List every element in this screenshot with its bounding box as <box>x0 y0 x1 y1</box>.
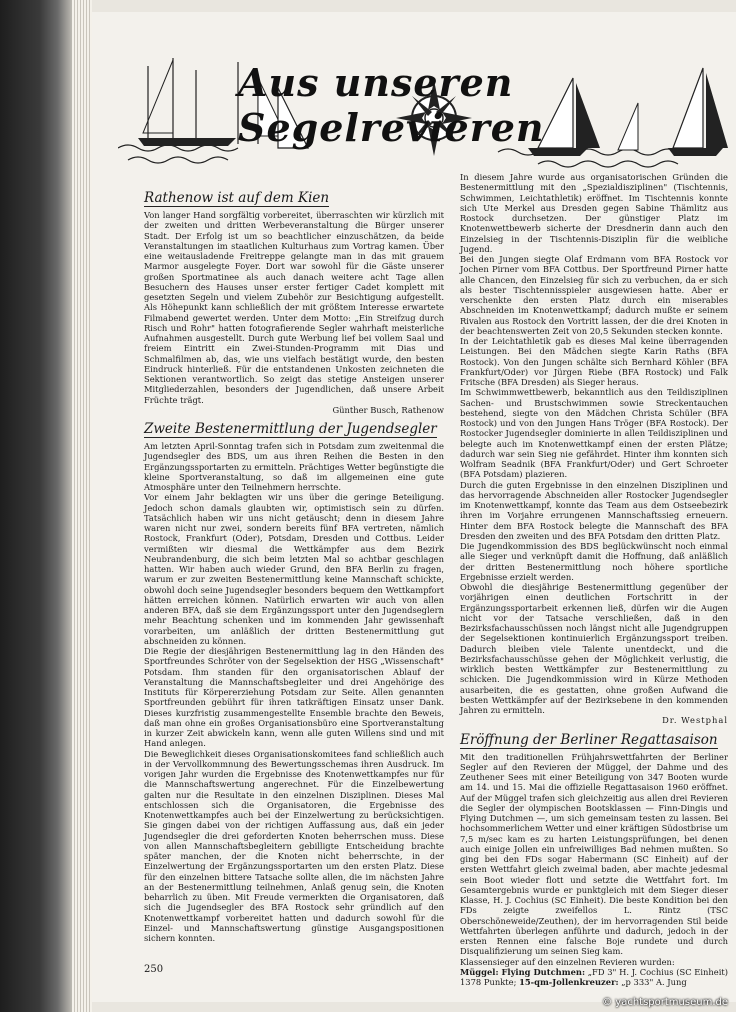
article-title-text: Eröffnung der Berliner Regattasaison <box>460 731 718 748</box>
article-paragraph: Bei den Jungen siegte Olaf Erdmann vom BFA Rostock vor Jochen Pirner vom BFA Cottbus. Der Sportfreund Pirner hatte alle Chancen, den Einzelsieg für sich zu verbuchen, da er sich als bester Tischtennisspieler ausgewiesen hatte. Aber er verschenkte den ersten Platz durch ein miserables Abschneiden im Knotenwettkampf; dadurch mußte er seinem Rivalen aus Rostock den Vortritt lassen, der die drei Knoten in der beachtenswerten Zeit von 20,5 Sekunden stecken konnte. <box>460 254 728 336</box>
right-column <box>460 172 728 987</box>
winners-lead-2: 15-qm-Jollenkreuzer: <box>519 977 619 987</box>
winners-text: „FD 3" H. J. Cochius (SC Einheit) 1378 Punkte; <box>460 966 728 987</box>
article-signature: Günther Busch, Rathenow <box>332 404 444 415</box>
article-paragraph: Die Regie der diesjährigen Bestenermittlung lag in den Händen des Sportfreundes Schröter von der Segelsektion der HSG „Wissenschaft" Potsdam. Ihm standen für den organisatorischen Ablauf der Veranstaltung die Mannschaftsbegleiter und drei Angehörige des Instituts für Körpererziehung Potsdam zur Seite. Allen genannten Sportfreunden gebührt für ihren tatkräftigen Einsatz unser Dank. Dieses kurzfristig zusammengestellte Ensemble brachte den Beweis, daß man ohne ein großes Organisationsbüro eine Sportveranstaltung in kurzer Zeit abwickeln kann, wenn alle guten Willens sind und mit Hand anlegen. <box>144 646 444 749</box>
article-paragraph: Mit den traditionellen Frühjahrswettfahrten der Berliner Segler auf den Revieren der Müggel, der Dahme und des Zeuthener Sees mit einer Beteiligung von 347 Booten wurde am 14. und 15. Mai die offizielle Regattasaison 1960 eröffnet. Auf der Müggel trafen sich gleichzeitig aus allen drei Revieren die Segler der olympischen Bootsklassen — Finn-Dingis und Flying Dutchmen —, um sich gemeinsam testen zu lassen. Bei hochsommerlichem Wetter und einer kräftigen Südostbrise um 7,5 m/sec kam es zu harten Leistungsprüfungen, bei denen auch einige Jollen ein unfreiwilliges Bad nehmen mußten. So ging bei den FDs sogar Habermann (SC Einheit) auf der ersten Wettfahrt gleich zweimal baden, aber machte jedesmal sein Boot wieder flott und setzte die Wettfahrt fort. Im Gesamtergebnis wurde er punktgleich mit dem Sieger dieser Klasse, H. J. Cochius (SC Einheit). Die beste Kondition bei den FDs zeigte zweifellos L. Rintz (TSC Oberschöneweide/Zeuthen), der im hervorragenden Stil beide Wettfahrten überlegen anführte und dadurch, jedoch in der ersten Rennen eine falsche Boje rundete und durch Disqualifizierung um seinen Sieg kam. <box>460 751 728 957</box>
winners-lead: Müggel: Flying Dutchmen: <box>460 966 586 977</box>
article-paragraph: In der Leichtathletik gab es dieses Mal keine überragenden Leistungen. Bei den Mädchen siegte Karin Raths (BFA Rostock). Von den Jungen schälte sich Bernhard Köhler (BFA Frankfurt/Oder) vor Jürgen Riebe (BFA Rostock) und Falk Fritsche (BFA Dresden) als Sieger heraus. <box>460 336 728 387</box>
article-paragraph: Die Jugendkommission des BDS beglückwünscht noch einmal alle Sieger und verknüpft damit die Hoffnung, daß anläßlich der dritten Bestenermittlung noch höhere sportliche Ergebnisse erzielt werden. <box>460 541 728 582</box>
article-paragraph: In diesem Jahre wurde aus organisatorischen Gründen die Bestenermittlung mit den „Spezialdisziplinen" (Tischtennis, Schwimmen, Leichtathletik) eröffnet. Im Tischtennis konnte sich Ute Merkel aus Dresden gegen Sabine Thämlitz aus Rostock durchsetzen. Der günstiger Platz im Knotenwettbewerb sicherte der Dresdnerin dann auch den Einzelsieg in der Tischtennis-Disziplin für die weibliche Jugend. <box>460 172 728 254</box>
article-title <box>460 732 728 748</box>
article-paragraph: Die Beweglichkeit dieses Organisationskomitees fand schließlich auch in der Vervollkommnung des Bewertungsschemas ihren Ausdruck. Im vorigen Jahr wurden die Ergebnisse des Knotenwettkampfes nur für die Mannschaftswertung angerechnet. Für die Einzelbewertung galten nur die Resultate in den einzelnen Disziplinen. Dieses Mal entschlossen sich die Organisatoren, die Ergebnisse des Knotenwettkampfes auch bei der Einzelwertung zu berücksichtigen. Sie gingen dabei von der richtigen Auffassung aus, daß ein jeder Jugendsegler die drei geforderten Knoten beherrschen muss. Diese von allen Mannschaftsbegleitern gebilligte Entscheidung brachte später manchen, der die Knoten nicht beherrschte, in der Einzelwertung der Ergänzungssportarten um den ersten Platz. Diese für den einzelnen bittere Tatsache sollte allen, die im nächsten Jahre an der Bestenermittlung teilnehmen, Anlaß genug sein, die Knoten beharrlich zu üben. Mit Freude vermerkten die Organisatoren, daß sich die Jugendsegler des BFA Rostock sehr gründlich auf den Knotenwettkampf vorbereitet hatten und dadurch sowohl für die Einzel- und Mannschaftswertung günstige Ausgangspositionen sichern konnten. <box>144 748 444 943</box>
page-number: 250 <box>144 964 164 975</box>
article-paragraph: Am letzten April-Sonntag trafen sich in Potsdam zum zweitenmal die Jugendsegler des BDS, um aus ihren Reihen die Besten in den Ergänzungssportarten zu ermitteln. Prächtiges Wetter begünstigte die kleine Sportveranstaltung, so daß im allgemeinen eine gute Atmosphäre unter den Teilnehmern herrschte. <box>144 441 444 492</box>
article-title-text: Rathenow ist auf dem Kien <box>144 190 330 206</box>
article-title-text: Zweite Bestenermittlung der Jugendsegler <box>144 421 437 437</box>
article-paragraph: Im Schwimmwettbewerb, bekanntlich aus den Teildisziplinen Sachen- und Brustschwimmen sowie Streckentauchen bestehend, siegte von den Mädchen Christa Schüler (BFA Rostock) und von den Jungen Hans Tröger (BFA Rostock). Der Rostocker Jugendsegler dominierte in allen Teildisziplinen und belegte auch im Knotenwettkampf einen der ersten Plätze; dadurch war sein Sieg nie gefährdet. Hinter ihm konnten sich Wolfram Seadnik (BFA Frankfurt/Oder) und Gert Schroeter (BFA Potsdam) plazieren. <box>460 387 728 480</box>
article-paragraph: Von langer Hand sorgfältig vorbereitet, überraschten wir kürzlich mit der zweiten und dritten Werbeveranstaltung die Bürger unserer Stadt. Der Erfolg ist um so beachtlicher einzuschätzen, da beide Veranstaltungen im staatlichen Kulturhaus zum Vortrag kamen. Über eine weitausladende Freitreppe gelangte man in das mit grauem Marmor ausgelegte Foyer. Dort war sowohl für die Gäste unserer großen Sportmatinee als auch danach weitere acht Tage allen Besuchern des Hauses unser erster fertiger Cadet komplett mit gesetzten Segeln und vielem Zubehör zur Besichtigung aufgestellt. Als Höhepunkt kann schließlich der mit größtem Interesse erwartete Filmabend gewertet werden. Unter dem Motto: „Ein Streifzug durch Risch und Rohr" hatten fotografierende Segler wahrhaft meisterliche Aufnahmen ausgestellt. Durch gute Werbung lief bei vollem Saal und freiem Eintritt ein Zwei-Stunden-Programm mit Dias und Schmalfilmen ab, das, wie uns vielfach bestätigt wurde, den besten Eindruck hinterließ. Für die entstandenen Unkosten zeichneten die Sektionen verantwortlich. So zeigt das stetige Ansteigen unserer Mitgliederzahlen, besonders der Jugendlichen, daß unsere Arbeit Früchte trägt. <box>144 210 444 405</box>
article-byline: Dr. Westphal <box>662 715 728 726</box>
article-paragraph: Durch die guten Ergebnisse in den einzelnen Disziplinen und das hervorragende Abschneiden aller Rostocker Jugendsegler im Knotenwettkampf, konnte das Team aus dem Ostseebezirk ihren im Vorjahre errungenen Mannschaftssieg erneuern. Hinter dem BFA Rostock belegte die Mannschaft des BFA Dresden den zweiten und des BFA Potsdam den dritten Platz. <box>460 479 728 541</box>
left-column <box>144 184 444 943</box>
watermark: © yachtsportmuseum.de <box>602 997 728 1008</box>
magazine-page <box>92 12 736 1002</box>
article-paragraph: Obwohl die diesjährige Bestenermittlung gegenüber der vorjährigen einen deutlichen Fortschritt in der Ergänzungssportarbeit erkennen ließ, dürfen wir die Augen nicht vor der Tatsache verschließen, daß in den Bezirksfachausschüssen noch längst nicht alle Jugendgruppen der Segelsektionen kontinuierlich Ergänzungssport treiben. Dadurch bleiben viele Talente unentdeckt, und die Bezirksfachausschüsse gehen der Möglichkeit verlustig, die wirklich besten Wettkämpfer zur Bestenermittlung zu schicken. Die Jugendkommission wird in Kürze Methoden ausarbeiten, die es gestatten, ohne großen Aufwand die besten Wettkämpfer auf der Bezirksebene in den kommenden Jahren zu ermitteln. <box>460 582 728 715</box>
article-title <box>144 421 444 437</box>
winners-line <box>460 967 728 988</box>
book-binding <box>0 0 72 1012</box>
masthead-illustration <box>118 48 728 168</box>
article-paragraph: Klassensieger auf den einzelnen Revieren wurden: <box>460 956 675 967</box>
article-paragraph: Vor einem Jahr beklagten wir uns über die geringe Beteiligung. Jedoch schon damals glaubten wir, optimistisch sein zu dürfen. Tatsächlich haben wir uns nicht getäuscht; denn in diesem Jahre waren nicht nur zwei, sondern bereits fünf BFA vertreten, nämlich Rostock, Frankfurt (Oder), Potsdam, Dresden und Cottbus. Leider vermißten wir diesmal die Wettkämpfer aus dem Bezirk Neubrandenburg, die sich beim letzten Mal so achtbar geschlagen hatten. Wir haben auch wieder Grund, den BFA Berlin zu fragen, warum er zur zweiten Bestenermittlung keine Mannschaft schickte, obwohl doch seine Jugendsegler besonders bequem den Wettkampfort hätten erreichen können. Natürlich erwarten wir auch von allen anderen BFA, daß sie dem Ergänzungssport unter den Jugendseglern mehr Beachtung schenken und im kommenden Jahr gewissenhaft vorarbeiten, um anläßlich der dritten Bestenermittlung gut abschneiden zu können. <box>144 492 444 646</box>
winners-text-2: „p 333" A. Jung <box>618 977 687 987</box>
masthead-title: Aus unseren Segelrevieren <box>238 60 545 150</box>
page-edges <box>72 0 92 1012</box>
article-title <box>144 190 444 206</box>
